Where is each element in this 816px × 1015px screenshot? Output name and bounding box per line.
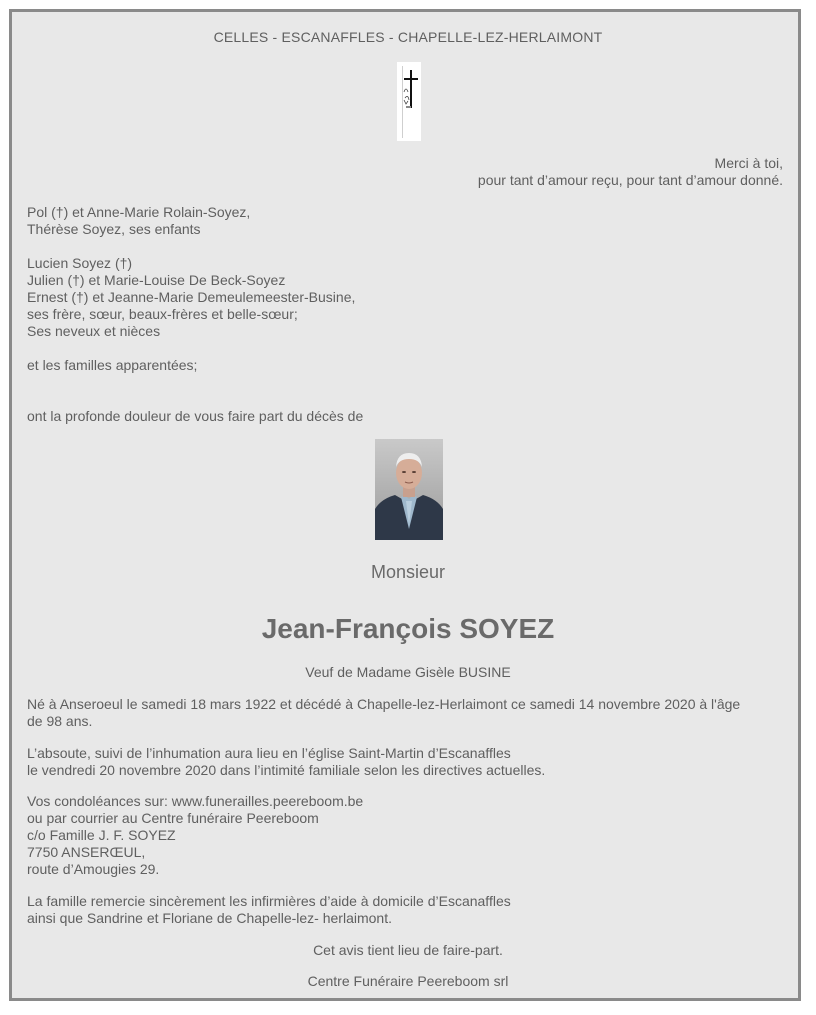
ceremony-line: L’absoute, suivi de l’inhumation aura lieu en l’église Saint-Martin d’Escanaffles: [27, 745, 511, 761]
family-children-line: Thérèse Soyez, ses enfants: [27, 221, 201, 237]
dedication-line-1: Merci à toi,: [714, 155, 783, 171]
condolences-line: c/o Famille J. F. SOYEZ: [27, 827, 176, 843]
obituary-card: [9, 9, 801, 1001]
localities-header: CELLES - ESCANAFFLES - CHAPELLE-LEZ-HERLAIMONT: [213, 29, 603, 45]
family-siblings-line: Ernest (†) et Jeanne-Marie Demeulemeester-Busine,: [27, 289, 356, 305]
widower-line: Veuf de Madame Gisèle BUSINE: [305, 664, 511, 680]
birth-death-line: de 98 ans.: [27, 713, 93, 729]
related-families: et les familles apparentées;: [27, 357, 198, 373]
family-siblings-line: Ses neveux et nièces: [27, 323, 161, 339]
family-siblings-line: Julien (†) et Marie-Louise De Beck-Soyez: [27, 272, 286, 288]
notice-text: Cet avis tient lieu de faire-part.: [313, 942, 503, 958]
family-siblings-line: Lucien Soyez (†): [27, 255, 133, 271]
condolences-line: 7750 ANSERŒUL,: [27, 844, 146, 860]
thanks-line: ainsi que Sandrine et Floriane de Chapelle-lez- herlaimont.: [27, 910, 392, 926]
funeral-home-signature: Centre Funéraire Peereboom srl: [307, 973, 509, 989]
cross-icon: [397, 62, 421, 141]
ceremony-line: le vendredi 20 novembre 2020 dans l’intimité familiale selon les directives actuelles.: [27, 762, 546, 778]
family-siblings-line: ses frère, sœur, beaux-frères et belle-sœur;: [27, 306, 298, 322]
birth-death-line: Né à Anseroeul le samedi 18 mars 1922 et décédé à Chapelle-lez-Herlaimont ce samedi 14 novembre 2020 à l'âge: [27, 696, 741, 712]
family-children-line: Pol (†) et Anne-Marie Rolain-Soyez,: [27, 204, 251, 220]
honorific-title: Monsieur: [370, 562, 446, 582]
condolences-line: Vos condoléances sur: www.funerailles.peereboom.be: [27, 793, 364, 809]
condolences-line: route d’Amougies 29.: [27, 861, 160, 877]
deceased-name: Jean-François SOYEZ: [261, 613, 555, 644]
announcement-text: ont la profonde douleur de vous faire part du décès de: [27, 408, 364, 424]
portrait-photo: [375, 439, 443, 540]
thanks-line: La famille remercie sincèrement les infirmières d’aide à domicile d’Escanaffles: [27, 893, 511, 909]
condolences-line: ou par courrier au Centre funéraire Peereboom: [27, 810, 319, 826]
dedication-line-2: pour tant d’amour reçu, pour tant d’amour donné.: [477, 172, 783, 188]
